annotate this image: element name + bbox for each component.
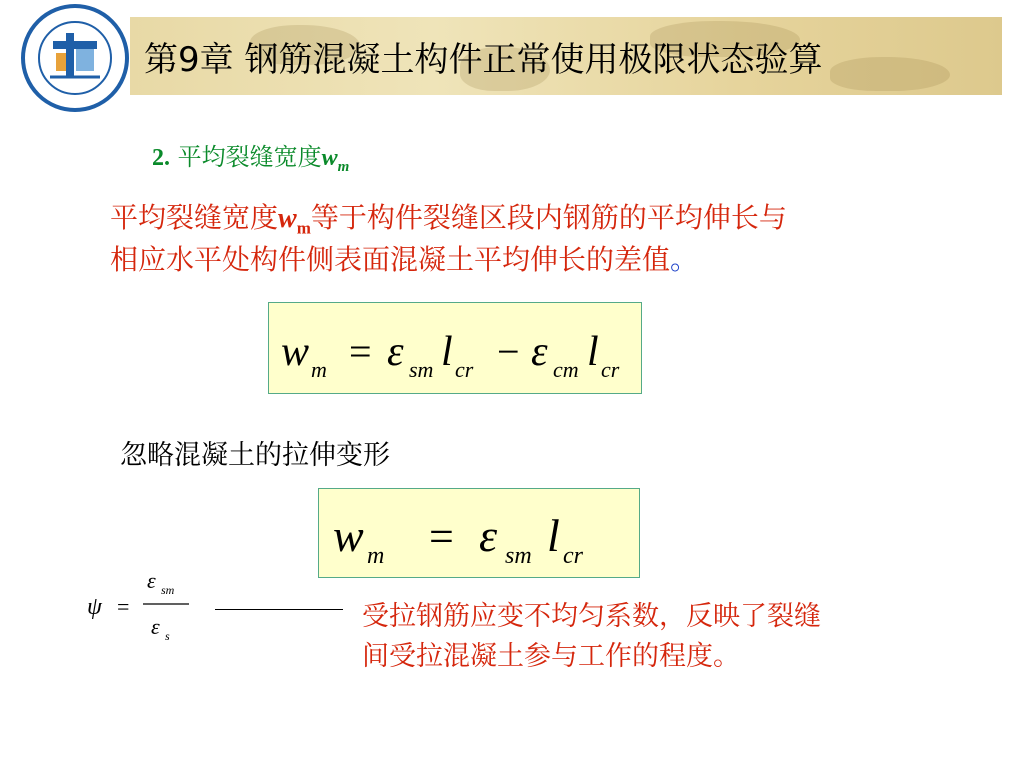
formula-psi (85, 568, 195, 648)
note-ignore-tension: 忽略混凝土的拉伸变形 (120, 440, 390, 471)
f1-t2-l: l (587, 329, 599, 375)
f1-t2-l-sub: cr (601, 357, 620, 382)
psi-den-sub: s (165, 629, 170, 643)
section-variable-subscript: m (337, 158, 350, 175)
formula-crack-width-full (268, 302, 642, 394)
f2-t1-sub: sm (505, 543, 532, 569)
f2-lhs: w (333, 510, 364, 561)
f1-eq: = (349, 329, 372, 374)
section-number: 2. (152, 145, 170, 171)
psi-symbol: ψ (87, 594, 102, 620)
f1-t1: ε (387, 329, 404, 375)
school-logo (20, 3, 130, 113)
f1-t1-l: l (441, 329, 453, 375)
f1-lhs: w (281, 329, 310, 375)
formula-crack-width-simplified (318, 488, 640, 578)
section-heading (152, 137, 349, 176)
formula-2-svg (319, 489, 639, 577)
definition-pre: 平均裂缝宽度 (110, 201, 279, 234)
psi-den: ε (151, 614, 160, 639)
f1-t2: ε (531, 329, 548, 375)
psi-description-line-1: 受拉钢筋应变不均匀系数，反映了裂缝 (362, 601, 821, 632)
connector-line (215, 609, 343, 610)
f2-t1-l-sub: cr (563, 543, 583, 569)
definition-line-2 (110, 241, 950, 279)
f1-t1-sub: sm (409, 357, 434, 382)
f2-eq: = (429, 512, 454, 561)
f1-t2-sub: cm (553, 357, 579, 382)
f1-t1-l-sub: cr (455, 357, 474, 382)
f1-minus: − (497, 329, 520, 374)
formula-1-svg (269, 303, 641, 393)
section-heading-text: 平均裂缝宽度 (170, 143, 322, 171)
definition-variable-subscript: m (296, 218, 311, 238)
psi-eq: = (117, 594, 130, 619)
page-title: 第9章 钢筋混凝土构件正常使用极限状态验算 (144, 40, 823, 80)
f2-t1: ε (479, 510, 498, 561)
definition-period: 。 (670, 243, 699, 276)
psi-description-line-2: 间受拉混凝土参与工作的程度。 (362, 641, 740, 672)
section-variable: w (321, 145, 338, 171)
psi-num: ε (147, 568, 156, 593)
definition-variable: w (278, 203, 297, 234)
f2-lhs-sub: m (367, 543, 385, 569)
definition-post: 等于构件裂缝区段内钢筋的平均伸长与 (310, 201, 787, 234)
definition-line-2-text: 相应水平处构件侧表面混凝土平均伸长的差值 (110, 243, 671, 276)
f1-lhs-sub: m (311, 357, 327, 382)
psi-description (362, 597, 821, 677)
f2-t1-l: l (547, 510, 560, 561)
psi-num-sub: sm (161, 583, 175, 597)
